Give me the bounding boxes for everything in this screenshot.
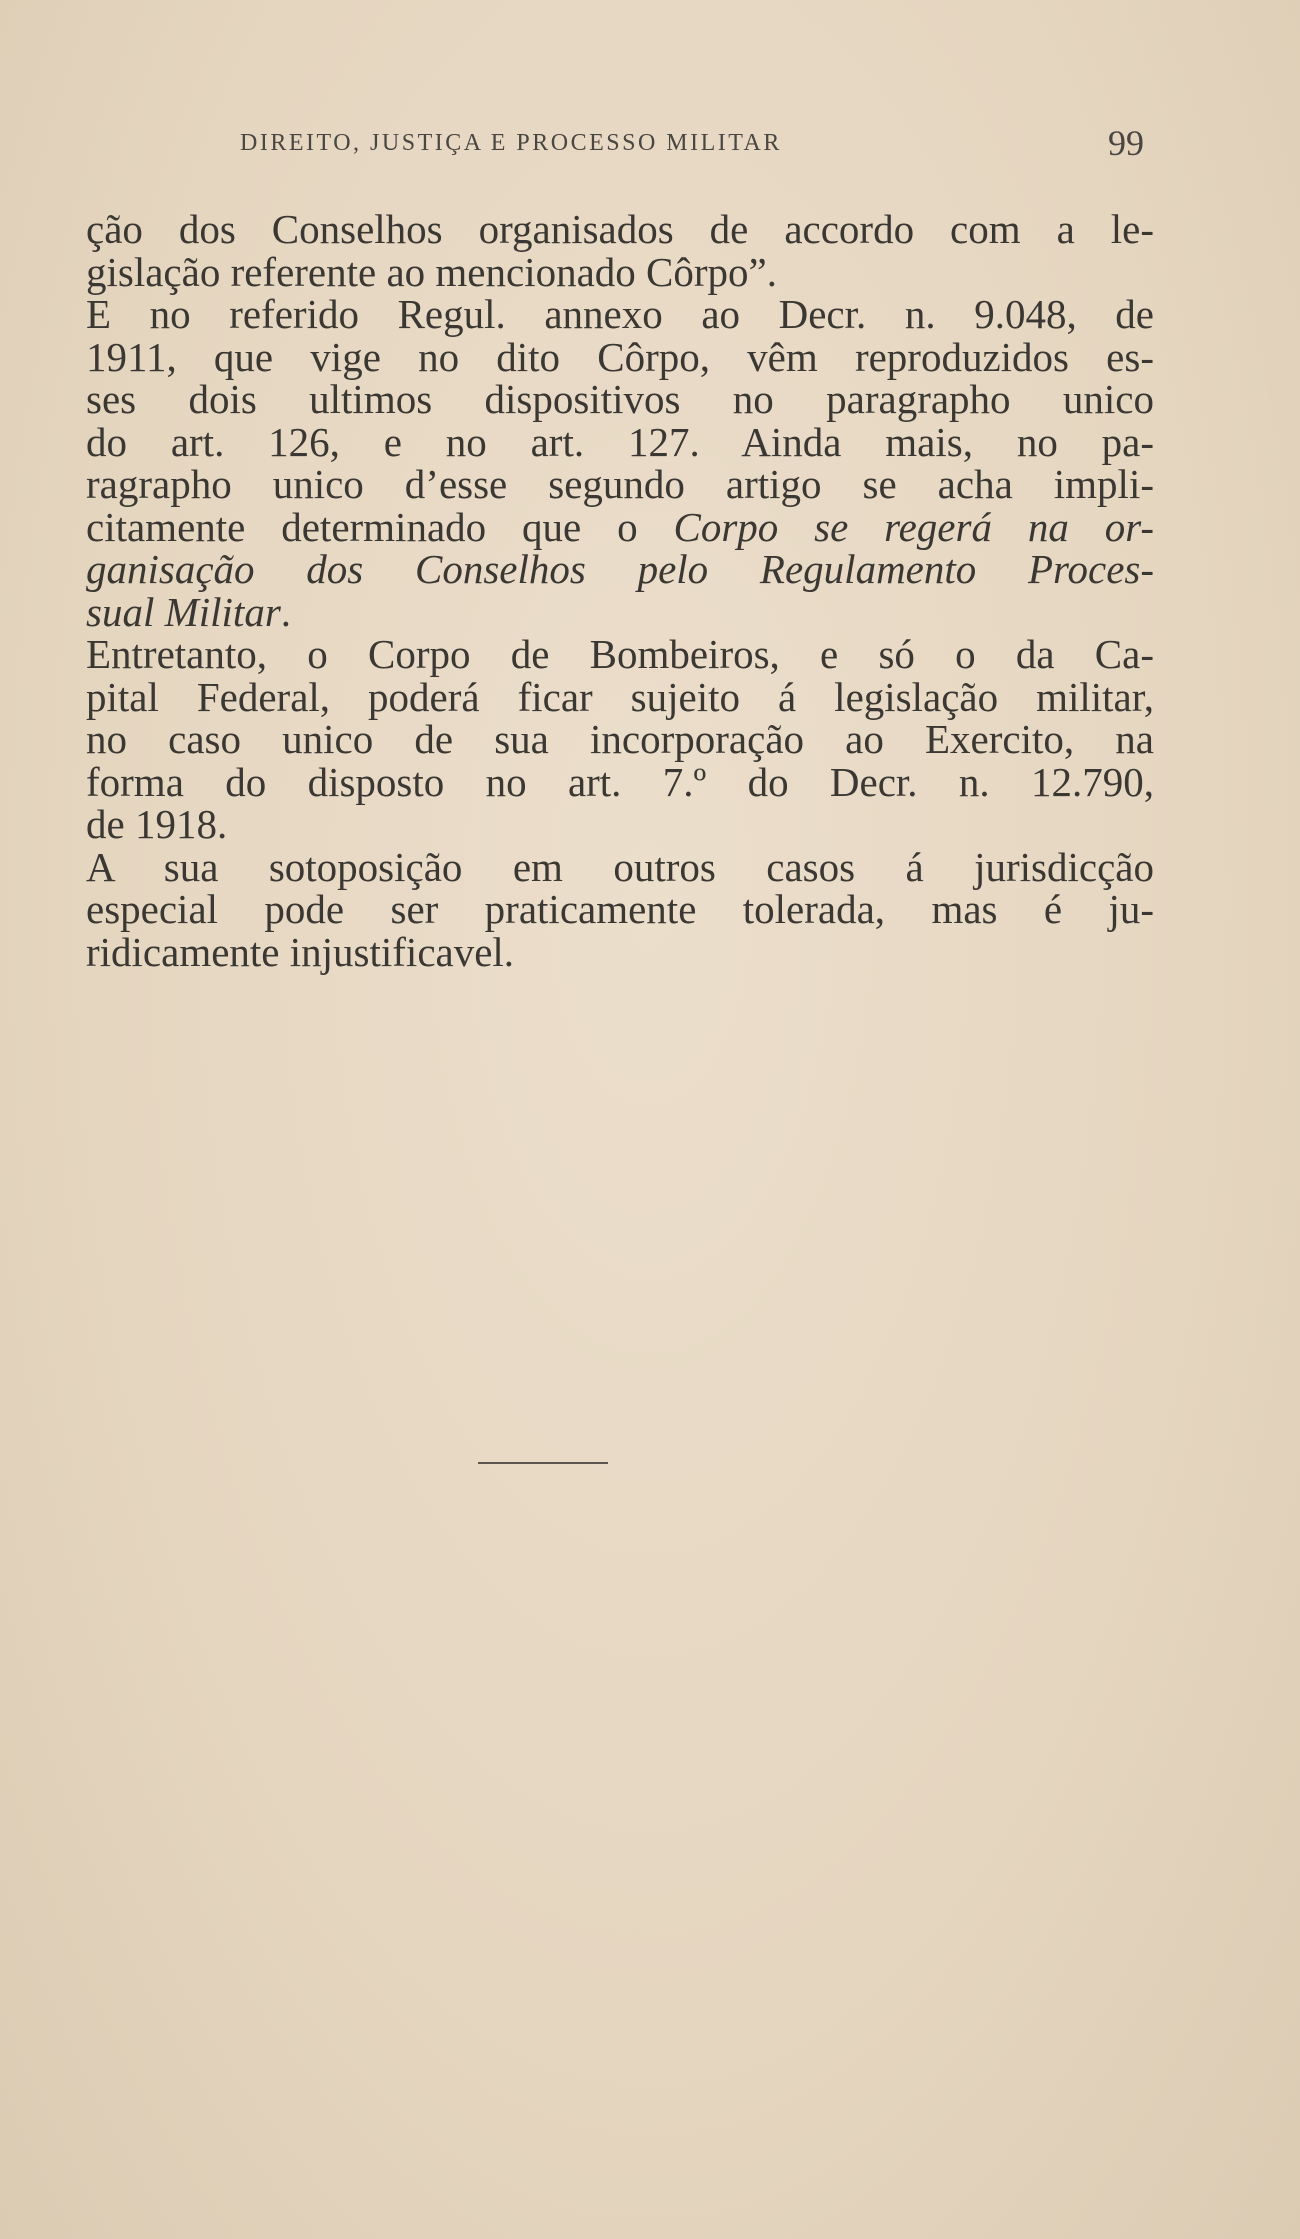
text-line (86, 803, 1154, 846)
text-line (86, 378, 1154, 421)
text-span: ção dos Conselhos organisados de accordo com a le- (86, 206, 1154, 252)
text-line (86, 503, 1154, 550)
italic-span: ganisação dos Conselhos pelo Regulamento Proces- (86, 546, 1154, 592)
italic-span: Corpo se regerá na or- (673, 503, 1154, 550)
running-head: DIREITO, JUSTIÇA E PROCESSO MILITAR (240, 130, 782, 156)
text-span: de 1918. (86, 801, 228, 847)
text-span: E no referido Regul. annexo ao Decr. n. 9.048, de (86, 291, 1154, 337)
closing-rule (478, 1462, 608, 1464)
text-line (86, 758, 1154, 805)
text-span: forma do disposto no art. 7.º do Decr. n. 12.790, (86, 758, 1154, 805)
text-span: Entretanto, o Corpo de Bombeiros, e só o da Ca- (86, 631, 1154, 677)
text-line (86, 293, 1154, 336)
text-span: 1911, que vige no dito Côrpo, vêm reproduzidos es- (86, 333, 1154, 380)
text-span: citamente determinado que o (86, 503, 674, 550)
text-line (86, 673, 1154, 720)
text-span: no caso unico de sua incorporação ao Exercito, na (86, 716, 1154, 762)
text-span: gislação referente ao mencionado Côrpo”. (86, 248, 777, 295)
text-line (86, 588, 1154, 635)
text-span: especial pode ser praticamente tolerada, mas é ju- (86, 886, 1154, 932)
text-line (86, 718, 1154, 761)
text-span: A sua sotoposição em outros casos á jurisdicção (86, 843, 1154, 890)
text-line (86, 888, 1154, 931)
text-line (86, 928, 1154, 975)
text-line (86, 548, 1154, 591)
text-span: do art. 126, e no art. 127. Ainda mais, no pa- (86, 418, 1154, 465)
text-line (86, 418, 1154, 465)
page-number: 99 (1108, 123, 1144, 163)
text-line (86, 463, 1154, 506)
text-span: pital Federal, poderá ficar sujeito á legislação militar, (86, 673, 1154, 720)
text-line (86, 333, 1154, 380)
text-span: ragrapho unico d’esse segundo artigo se acha impli- (86, 461, 1154, 507)
text-line (86, 843, 1154, 890)
text-line (86, 208, 1154, 251)
text-line (86, 248, 1154, 295)
italic-span: sual Militar (86, 588, 281, 635)
body-text (86, 208, 1154, 973)
text-line (86, 633, 1154, 676)
text-span: ridicamente injustificavel. (86, 928, 515, 975)
text-span: ses dois ultimos dispositivos no paragrapho unico (86, 376, 1154, 422)
text-span: . (280, 588, 292, 635)
